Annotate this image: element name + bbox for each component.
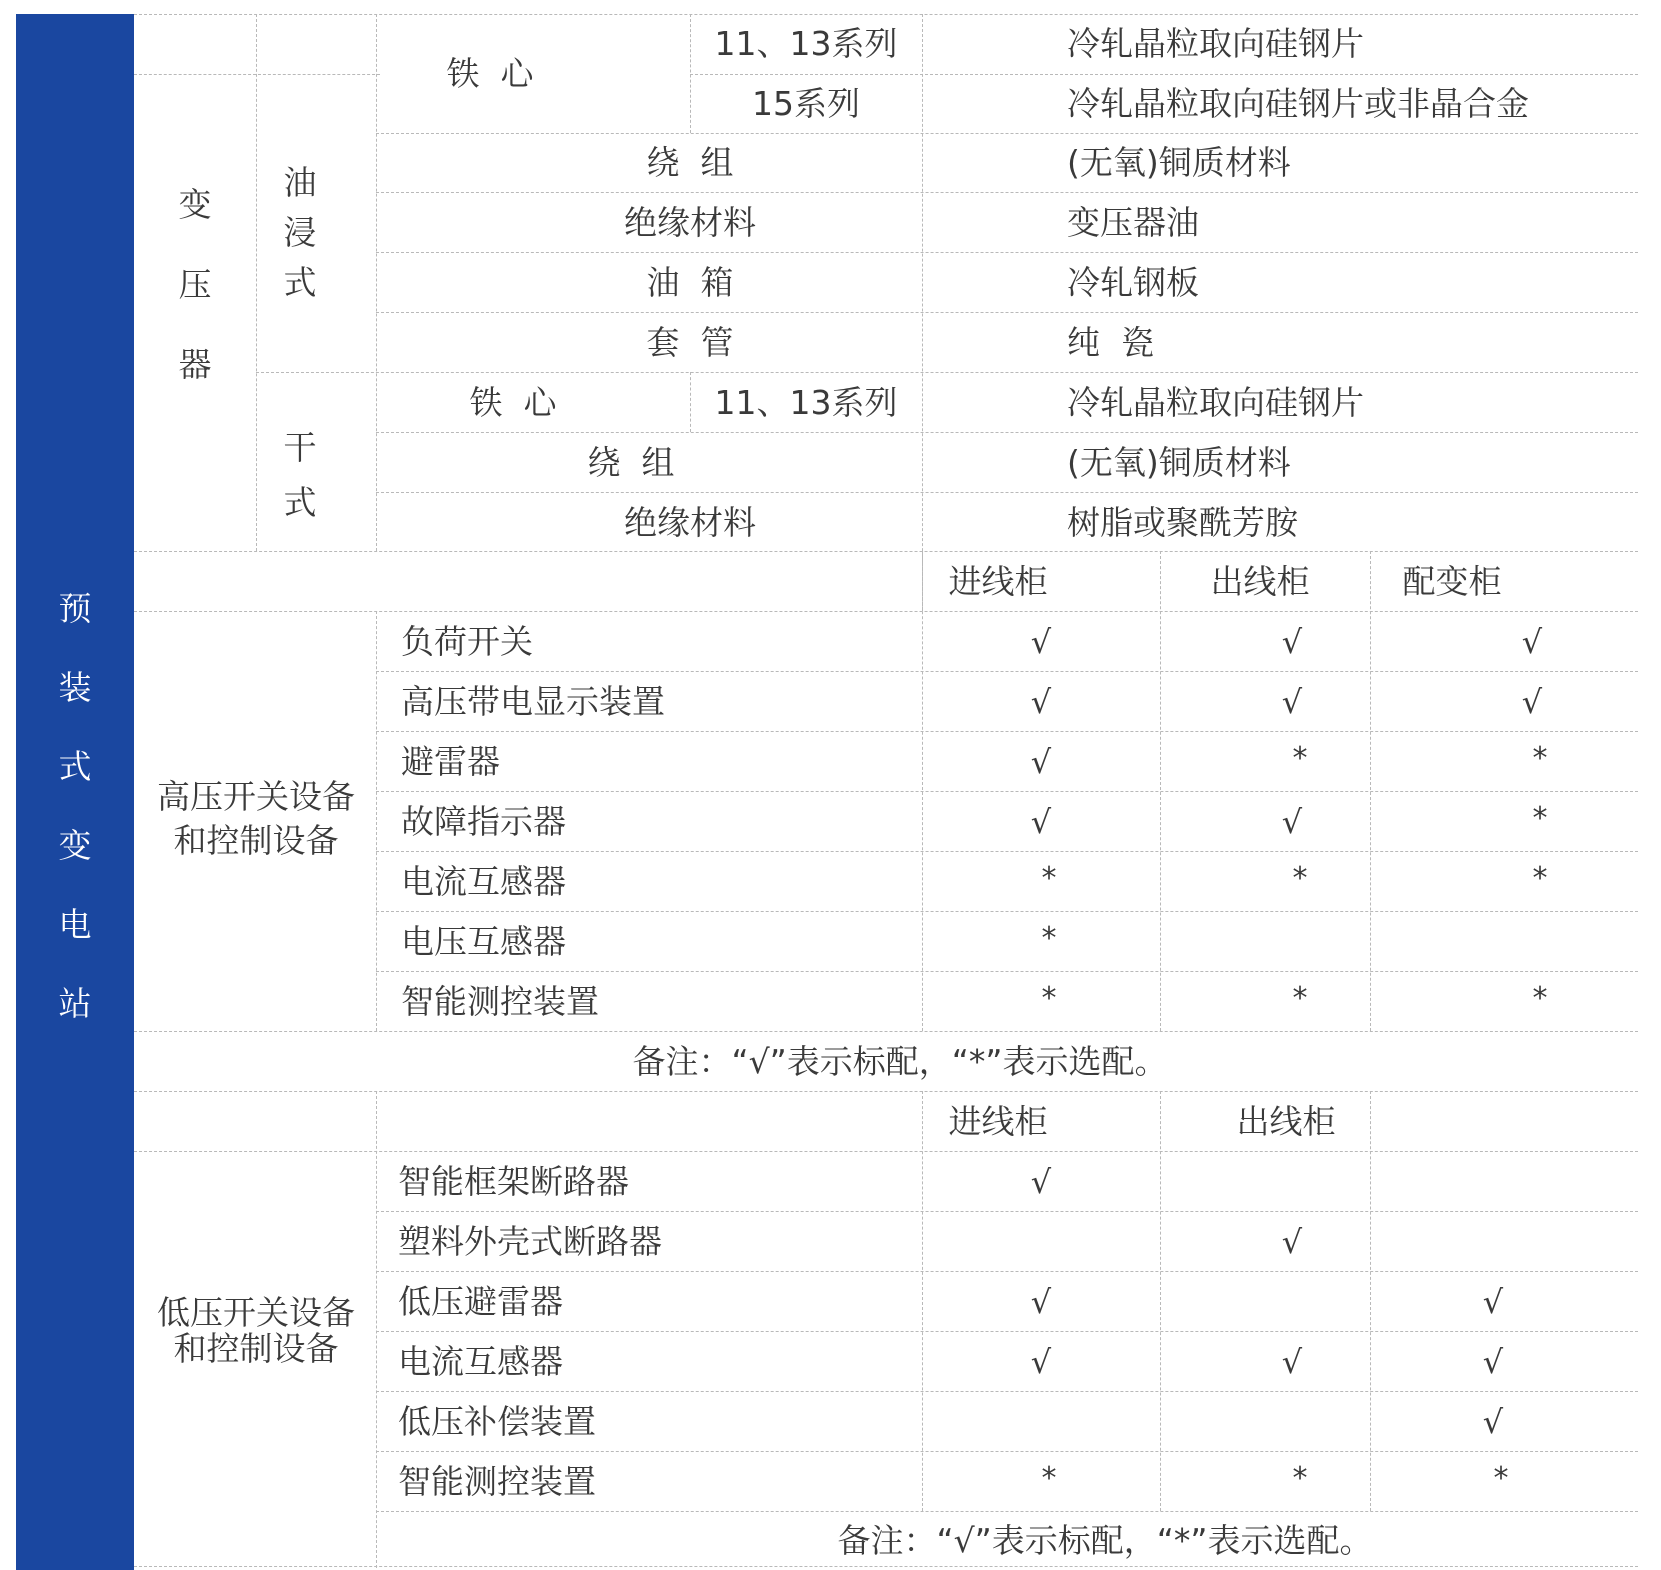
grid-line <box>376 671 1638 672</box>
hv-row-name: 避雷器 <box>401 742 500 781</box>
hv-row-mark: * <box>1041 921 1057 956</box>
lv-row-mark: √ <box>1482 1343 1504 1381</box>
transformer-label-char: 器 <box>178 345 212 384</box>
hv-header-outgoing: 出线柜 <box>1210 562 1310 601</box>
hv-row-name: 故障指示器 <box>401 802 566 841</box>
hv-row-mark: * <box>1041 981 1057 1016</box>
oil-insulation-material: 变压器油 <box>1067 203 1199 242</box>
lv-header-incoming: 进线柜 <box>948 1102 1048 1141</box>
oil-series-a: 11、13系列 <box>714 24 898 63</box>
lv-row-mark: * <box>1292 1461 1308 1496</box>
lv-header-outgoing: 出线柜 <box>1236 1102 1336 1141</box>
sidebar-title-char: 变 <box>58 826 92 865</box>
oil-core-label: 铁 心 <box>446 54 534 93</box>
lv-row-mark: √ <box>1281 1223 1303 1261</box>
hv-header-distribution: 配变柜 <box>1402 562 1502 601</box>
oil-immersed-label-char: 油 <box>283 163 317 202</box>
dry-core-label: 铁 心 <box>469 383 557 422</box>
grid-line <box>376 1451 1638 1452</box>
oil-winding-material: (无氧)铜质材料 <box>1067 143 1291 182</box>
sidebar-title <box>16 569 134 1043</box>
oil-series-b-material: 冷轧晶粒取向硅钢片或非晶合金 <box>1067 84 1529 123</box>
grid-line <box>256 372 1638 373</box>
grid-line <box>922 1091 923 1511</box>
lv-row-mark: √ <box>1482 1403 1504 1441</box>
grid-line <box>376 1331 1638 1332</box>
lv-row-mark: √ <box>1281 1343 1303 1381</box>
hv-row-mark: √ <box>1030 803 1052 841</box>
grid-line <box>134 1151 1638 1152</box>
transformer-label <box>179 165 212 405</box>
lv-row-mark: √ <box>1030 1343 1052 1381</box>
oil-tank-material: 冷轧钢板 <box>1067 263 1199 302</box>
dry-series-a: 11、13系列 <box>714 383 898 422</box>
lv-section-label-line: 和控制设备 <box>173 1329 339 1368</box>
grid-line <box>690 14 691 133</box>
grid-line <box>134 14 1638 15</box>
grid-line <box>376 492 1638 493</box>
grid-line <box>376 851 1638 852</box>
lv-row-name: 低压补偿装置 <box>398 1402 596 1441</box>
lv-row-mark: √ <box>1030 1163 1052 1201</box>
lv-row-mark: * <box>1041 1461 1057 1496</box>
grid-line <box>376 1211 1638 1212</box>
dry-insulation-material: 树脂或聚酰芳胺 <box>1067 503 1298 542</box>
grid-line <box>376 1091 377 1568</box>
grid-line <box>1160 1091 1161 1511</box>
dry-type-label <box>284 420 317 530</box>
grid-line <box>376 133 1638 134</box>
dry-winding-label: 绕 组 <box>587 443 675 482</box>
hv-row-mark: √ <box>1281 803 1303 841</box>
lv-row-name: 智能框架断路器 <box>398 1162 629 1201</box>
hv-row-mark: * <box>1292 861 1308 896</box>
grid-line <box>134 611 1638 612</box>
lv-section-label <box>157 1295 355 1367</box>
hv-row-mark: * <box>1292 741 1308 776</box>
hv-row-mark: * <box>1532 801 1548 836</box>
sidebar-title-char: 式 <box>58 747 92 786</box>
dry-winding-material: (无氧)铜质材料 <box>1067 443 1291 482</box>
hv-row-mark: * <box>1532 741 1548 776</box>
dry-type-label-char: 干 <box>283 428 317 467</box>
lv-row-name: 塑料外壳式断路器 <box>398 1222 662 1261</box>
grid-line <box>690 372 691 432</box>
hv-row-mark: * <box>1041 861 1057 896</box>
grid-line <box>134 551 1638 552</box>
grid-line <box>1370 1091 1371 1511</box>
hv-row-mark: * <box>1532 981 1548 1016</box>
sidebar <box>16 14 134 1570</box>
hv-row-mark: √ <box>1281 623 1303 661</box>
hv-row-mark: * <box>1532 861 1548 896</box>
lv-row-name: 电流互感器 <box>398 1342 563 1381</box>
dry-insulation-label: 绝缘材料 <box>624 503 756 542</box>
hv-section-label-line: 和控制设备 <box>173 821 339 860</box>
hv-header-incoming: 进线柜 <box>948 562 1048 601</box>
grid-line <box>1370 551 1371 1031</box>
grid-line <box>134 1091 1638 1092</box>
lv-note: 备注：“√”表示标配，“*”表示选配。 <box>837 1521 1373 1560</box>
grid-line <box>376 611 377 1031</box>
grid-line <box>376 432 1638 433</box>
dry-series-a-material: 冷轧晶粒取向硅钢片 <box>1067 383 1364 422</box>
oil-series-b: 15系列 <box>752 84 860 123</box>
lv-row-mark: √ <box>1030 1283 1052 1321</box>
hv-row-name: 电流互感器 <box>401 862 566 901</box>
dry-type-label-char: 式 <box>283 483 317 522</box>
oil-insulation-label: 绝缘材料 <box>624 203 756 242</box>
grid-line <box>1160 551 1161 1031</box>
grid-line <box>256 14 257 551</box>
sidebar-title-char: 电 <box>58 905 92 944</box>
lv-row-mark: * <box>1493 1461 1509 1496</box>
grid-line <box>376 971 1638 972</box>
sidebar-title-char: 装 <box>58 668 92 707</box>
grid-line <box>376 911 1638 912</box>
lv-section-label-line: 低压开关设备 <box>157 1293 355 1332</box>
lv-row-name: 低压避雷器 <box>398 1282 563 1321</box>
oil-bushing-material: 纯 瓷 <box>1067 323 1154 362</box>
hv-row-name: 电压互感器 <box>401 922 566 961</box>
oil-series-a-material: 冷轧晶粒取向硅钢片 <box>1067 24 1364 63</box>
hv-row-name: 高压带电显示装置 <box>401 682 665 721</box>
grid-line <box>376 192 1638 193</box>
hv-row-name: 负荷开关 <box>401 622 533 661</box>
hv-row-mark: √ <box>1030 683 1052 721</box>
transformer-label-char: 压 <box>178 265 212 304</box>
grid-line <box>922 14 923 611</box>
hv-note: 备注：“√”表示标配，“*”表示选配。 <box>632 1042 1168 1081</box>
oil-tank-label: 油 箱 <box>646 263 734 302</box>
grid-line <box>376 791 1638 792</box>
grid-line <box>376 1271 1638 1272</box>
sidebar-title-char: 预 <box>58 589 92 628</box>
grid-line <box>376 14 377 551</box>
transformer-label-char: 变 <box>178 185 212 224</box>
lv-row-name: 智能测控装置 <box>398 1462 596 1501</box>
hv-row-mark: √ <box>1030 623 1052 661</box>
oil-immersed-label <box>284 158 317 308</box>
hv-section-label-line: 高压开关设备 <box>157 777 355 816</box>
hv-section-label <box>157 775 355 863</box>
grid-line <box>690 74 1638 75</box>
grid-line <box>376 1511 1638 1512</box>
grid-line <box>376 312 1638 313</box>
oil-immersed-label-char: 浸 <box>283 213 317 252</box>
oil-bushing-label: 套 管 <box>646 323 734 362</box>
sidebar-title-char: 站 <box>58 984 92 1023</box>
grid-line <box>922 551 923 1031</box>
hv-row-mark: √ <box>1030 743 1052 781</box>
hv-row-name: 智能测控装置 <box>401 982 599 1021</box>
lv-row-mark: √ <box>1482 1283 1504 1321</box>
grid-line <box>376 1391 1638 1392</box>
grid-line <box>134 1031 1638 1032</box>
hv-row-mark: * <box>1292 981 1308 1016</box>
hv-row-mark: √ <box>1521 623 1543 661</box>
grid-line <box>134 74 380 75</box>
hv-row-mark: √ <box>1281 683 1303 721</box>
grid-line <box>134 1566 1638 1567</box>
oil-winding-label: 绕 组 <box>646 143 734 182</box>
grid-line <box>376 252 1638 253</box>
hv-row-mark: √ <box>1521 683 1543 721</box>
oil-immersed-label-char: 式 <box>283 263 317 302</box>
grid-line <box>376 731 1638 732</box>
